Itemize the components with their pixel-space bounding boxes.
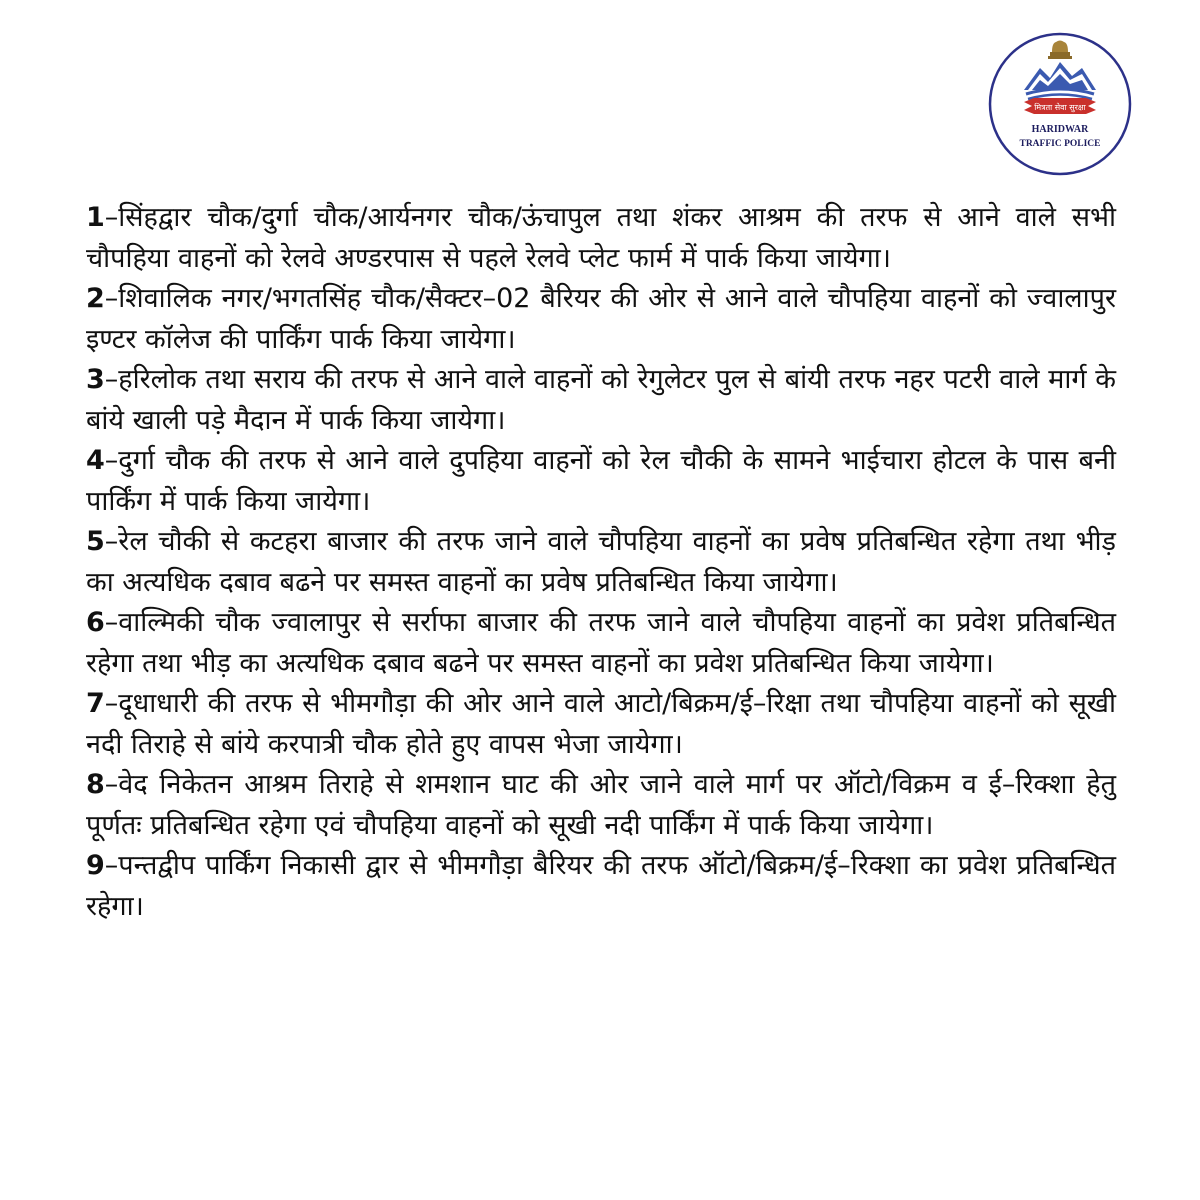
badge-line-2: TRAFFIC POLICE (1019, 139, 1101, 149)
rule-item (86, 603, 1116, 684)
rule-text: –पन्तद्वीप पार्किंग निकासी द्वार से भीमगौड़ा बैरियर की तरफ ऑटो/बिक्रम/ई–रिक्शा का प्रवेश प्रतिबन्धित रहेगा। (86, 850, 1116, 922)
rule-number: 4 (86, 445, 105, 476)
rule-item (86, 846, 1116, 927)
badge-emblem-icon (988, 32, 1132, 176)
rule-number: 6 (86, 607, 105, 638)
rule-item (86, 198, 1116, 279)
rule-text: –दूधाधारी की तरफ से भीमगौड़ा की ओर आने वाले आटो/बिक्रम/ई–रिक्षा तथा चौपहिया वाहनों को सूखी नदी तिराहे से बांये करपात्री चौक होते हुए वापस भेजा जायेगा। (86, 688, 1116, 760)
rule-item (86, 684, 1116, 765)
rule-number: 1 (86, 202, 105, 233)
haridwar-traffic-police-badge (988, 32, 1132, 176)
rule-number: 3 (86, 364, 105, 395)
rule-text: –वाल्मिकी चौक ज्वालापुर से सर्राफा बाजार की तरफ जाने वाले चौपहिया वाहनों का प्रवेश प्रतिबन्धित रहेगा तथा भीड़ का अत्यधिक दबाव बढने पर समस्त वाहनों का प्रवेश प्रतिबन्धित किया जायेगा। (86, 607, 1116, 679)
rule-number: 7 (86, 688, 105, 719)
rule-item (86, 765, 1116, 846)
rule-text: –दुर्गा चौक की तरफ से आने वाले दुपहिया वाहनों को रेल चौकी के सामने भाईचारा होटल के पास बनी पार्किंग में पार्क किया जायेगा। (86, 445, 1116, 517)
rule-text: –वेद निकेतन आश्रम तिराहे से शमशान घाट की ओर जाने वाले मार्ग पर ऑटो/विक्रम व ई–रिक्शा हेतु पूर्णतः प्रतिबन्धित रहेगा एवं चौपहिया वाहनों को सूखी नदी पार्किंग में पार्क किया जायेगा। (86, 769, 1116, 841)
rule-text: –सिंहद्वार चौक/दुर्गा चौक/आर्यनगर चौक/ऊंचापुल तथा शंकर आश्रम की तरफ से आने वाले सभी चौपहिया वाहनों को रेलवे अण्डरपास से पहले रेलवे प्लेट फार्म में पार्क किया जायेगा। (86, 202, 1116, 274)
rule-number: 2 (86, 283, 105, 314)
rule-item (86, 360, 1116, 441)
rule-item (86, 522, 1116, 603)
rule-text: –शिवालिक नगर/भगतसिंह चौक/सैक्टर–02 बैरियर की ओर से आने वाले चौपहिया वाहनों को ज्वालापुर इण्टर कॉलेज की पार्किंग पार्क किया जायेगा। (86, 283, 1116, 355)
traffic-diversion-rules (86, 198, 1116, 927)
rule-text: –रेल चौकी से कटहरा बाजार की तरफ जाने वाले चौपहिया वाहनों का प्रवेष प्रतिबन्धित रहेगा तथा भीड़ का अत्यधिक दबाव बढने पर समस्त वाहनों का प्रवेष प्रतिबन्धित किया जायेगा। (86, 526, 1116, 598)
rule-number: 8 (86, 769, 105, 800)
rule-text: –हरिलोक तथा सराय की तरफ से आने वाले वाहनों को रेगुलेटर पुल से बांयी तरफ नहर पटरी वाले मार्ग के बांये खाली पड़े मैदान में पार्क किया जायेगा। (86, 364, 1116, 436)
badge-line-1: HARIDWAR (1031, 124, 1089, 135)
rule-number: 5 (86, 526, 105, 557)
rule-item (86, 441, 1116, 522)
badge-motto: मित्रता सेवा सुरक्षा (1034, 103, 1086, 112)
rule-number: 9 (86, 850, 105, 881)
rule-item (86, 279, 1116, 360)
motto-ribbon (1024, 98, 1096, 114)
